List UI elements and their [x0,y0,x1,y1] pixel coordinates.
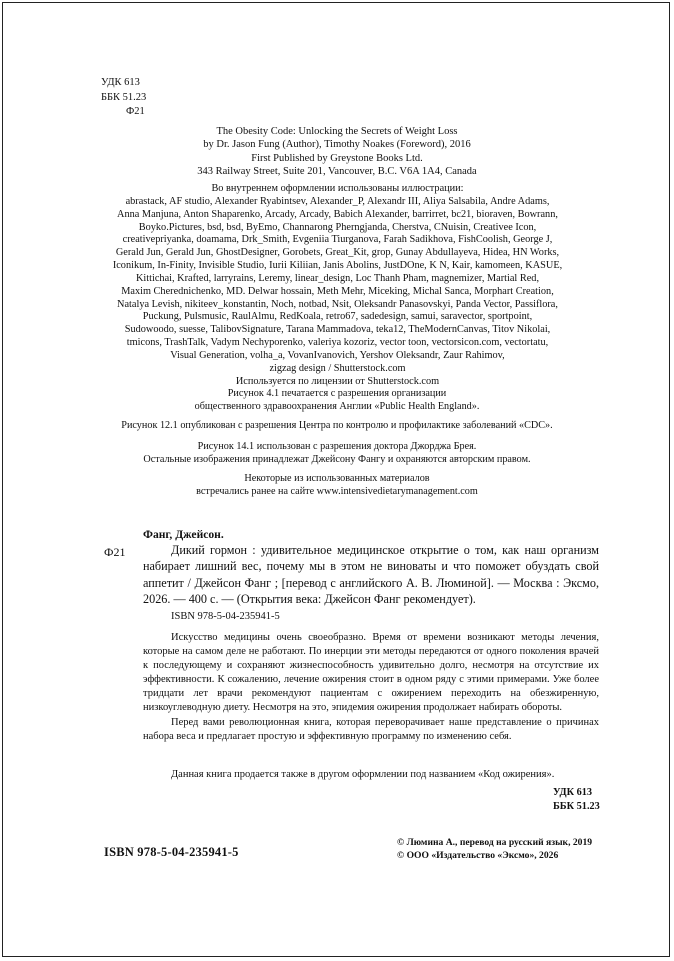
figure-credit-12-1 [0,420,674,433]
copyright-line: © ООО «Издательство «Эксмо», 2026 [397,849,559,861]
also-available-note: Данная книга продается также в другом оформлении под названием «Код ожирения». [171,769,555,780]
original-publisher: First Published by Greystone Books Ltd. [251,152,423,164]
illustrator-line: Maxim Cherednichenko, MD. Delwar hossain, Meth Mehr, Miceking, Michal Sanca, Morphart Creation, [121,285,554,297]
illustrator-line: Sudowoodo, suesse, TalibovSignature, Tarana Mammadova, teka12, TheModernCanvas, Titov Nikolai, [124,324,551,336]
prior-publication-note [0,473,674,499]
figure-credit-4-1 [0,388,674,414]
udk-code: УДК 613 [553,787,593,798]
illustrator-line: Visual Generation, volha_a, VovanIvanovich, Yershov Oleksandr, Zaur Rahimov, [170,349,505,361]
catalog-author: Фанг, Джейсон. [143,528,224,541]
illustrator-line: Boyko.Pictures, bsd, bsd, ByEmo, Channarong Pherngjanda, Cherstva, CNuisin, Creativee Icon, [138,221,537,233]
classification-codes-bottom [553,786,600,814]
original-edition-block [0,125,674,179]
illustration-credits [80,183,595,389]
illustrator-line: Puckung, Pulsmusic, RaulAlmu, RedKoala, retro67, sadedesign, samui, saravector, sportpoint, [142,311,533,323]
author-cipher: Ф21 [126,106,145,117]
copyright-block [397,837,592,863]
illustrator-line: Natalya Levish, nikiteev_konstantin, Noch, notbad, Nsit, Oleksandr Panasovskyi, Panda Vector, Passiflora, [117,298,558,310]
license-note: Используется по лицензии от Shutterstock.com [235,375,440,387]
catalog-description [143,542,599,607]
copyright-line: © Люмина А., перевод на русский язык, 2019 [397,837,593,848]
catalog-cipher: Ф21 [104,545,126,559]
figure-credit-line: Рисунок 4.1 печатается с разрешения организации [227,388,447,399]
catalog-description-text: Дикий гормон : удивительное медицинское открытие о том, как наш организм набирает лишний вес, почему мы в этом не виноваты и что поможет обуздать свой аппетит / Джейсон Фанг ; [перевод с английского А. В. Люминой]. — Москва : Эксмо, 2026. — 400 с. — (Открытия века: Джейсон Фанг рекомендует). [143,543,599,606]
illustrator-line: Gerald Jun, Gerald Jun, GhostDesigner, Gorobets, Great_Kit, grop, Gunay Abdullayeva, Hidea, HN Works, [115,247,560,259]
figure-credit-line: общественного здравоохранения Англии «Public Health England». [194,400,480,412]
illustrator-line: abrastack, AF studio, Alexander Ryabintsev, Alexander_P, Alexandr III, Aliya Salsabila, Andre Adams, [125,195,550,207]
figure-credit-14-1 [0,441,674,467]
catalog-isbn: ISBN 978-5-04-235941-5 [171,611,280,622]
figure-credit-line: встречались ранее на сайте www.intensivedietarymanagement.com [196,485,478,497]
original-address: 343 Railway Street, Suite 201, Vancouver, B.C. V6A 1A4, Canada [197,166,477,178]
annotation [143,631,599,744]
annotation-paragraph: Перед вами революционная книга, которая переворачивает наше представление о причинах набора веса и предлагает простую и эффективную программу по изменению себя. [143,716,599,742]
bbk-code: ББК 51.23 [553,801,600,812]
illustrator-line: Kittichai, Krafted, larryrains, Leremy, linear_design, Loc Thanh Pham, magnemizer, Martial Red, [135,272,540,284]
classification-codes-top [101,76,146,120]
illustrations-heading: Во внутреннем оформлении использованы иллюстрации: [211,183,464,194]
original-authors: by Dr. Jason Fung (Author), Timothy Noakes (Foreword), 2016 [203,139,471,151]
figure-credit-line: Рисунок 14.1 использован с разрешения доктора Джорджа Брея. [197,441,477,452]
illustrator-line: tmicons, TrashTalk, Vadym Nechyporenko, valeriya kozoriz, vector toon, vectorsicon.com, vectortatu, [126,337,549,349]
illustrator-line: zigzag design / Shutterstock.com [269,362,406,374]
isbn-bottom: ISBN 978-5-04-235941-5 [104,845,239,859]
figure-credit-line: Рисунок 12.1 опубликован с разрешения Центра по контролю и профилактике заболеваний «CDC». [121,420,553,431]
annotation-paragraph: Искусство медицины очень своеобразно. Время от времени возникают методы лечения, которые на самом деле не работают. По инерции эти методы передаются от одного поколения врачей к последующему и сохраняют жизнеспособность удивительно долго, несмотря на отсутствие их эффективности. К сожалению, лечение ожирения стоит в одном ряду с этими примерами. Уже более тридцати лет врачи рекомендуют пациентам с ожирением переходить на обезжиренную, низкоуглеводную диету. Несмотря на это, эпидемия ожирения продолжает набирать обороты. [143,632,599,714]
figure-credit-line: Остальные изображения принадлежат Джейсону Фангу и охраняются авторским правом. [143,453,531,465]
illustrator-line: creativepriyanka, doamama, Drk_Smith, Evgeniia Tiurganova, Farah Sadikhova, FishCoolish, George J, [122,234,553,246]
illustrator-line: Anna Manjuna, Anton Shaparenko, Arcady, Arcady, Babich Alexander, barrirret, bc21, bioraven, Bowrann, [117,208,558,220]
udk-code: УДК 613 [101,77,140,88]
original-title: The Obesity Code: Unlocking the Secrets of Weight Loss [216,126,458,137]
bbk-code: ББК 51.23 [101,91,147,103]
illustrator-line: Iconikum, In-Finity, Invisible Studio, Iurii Kiliian, Janis Abolins, JustDOne, K N, Kair, kamomeen, KASUE, [112,260,563,272]
figure-credit-line: Некоторые из использованных материалов [244,473,430,484]
